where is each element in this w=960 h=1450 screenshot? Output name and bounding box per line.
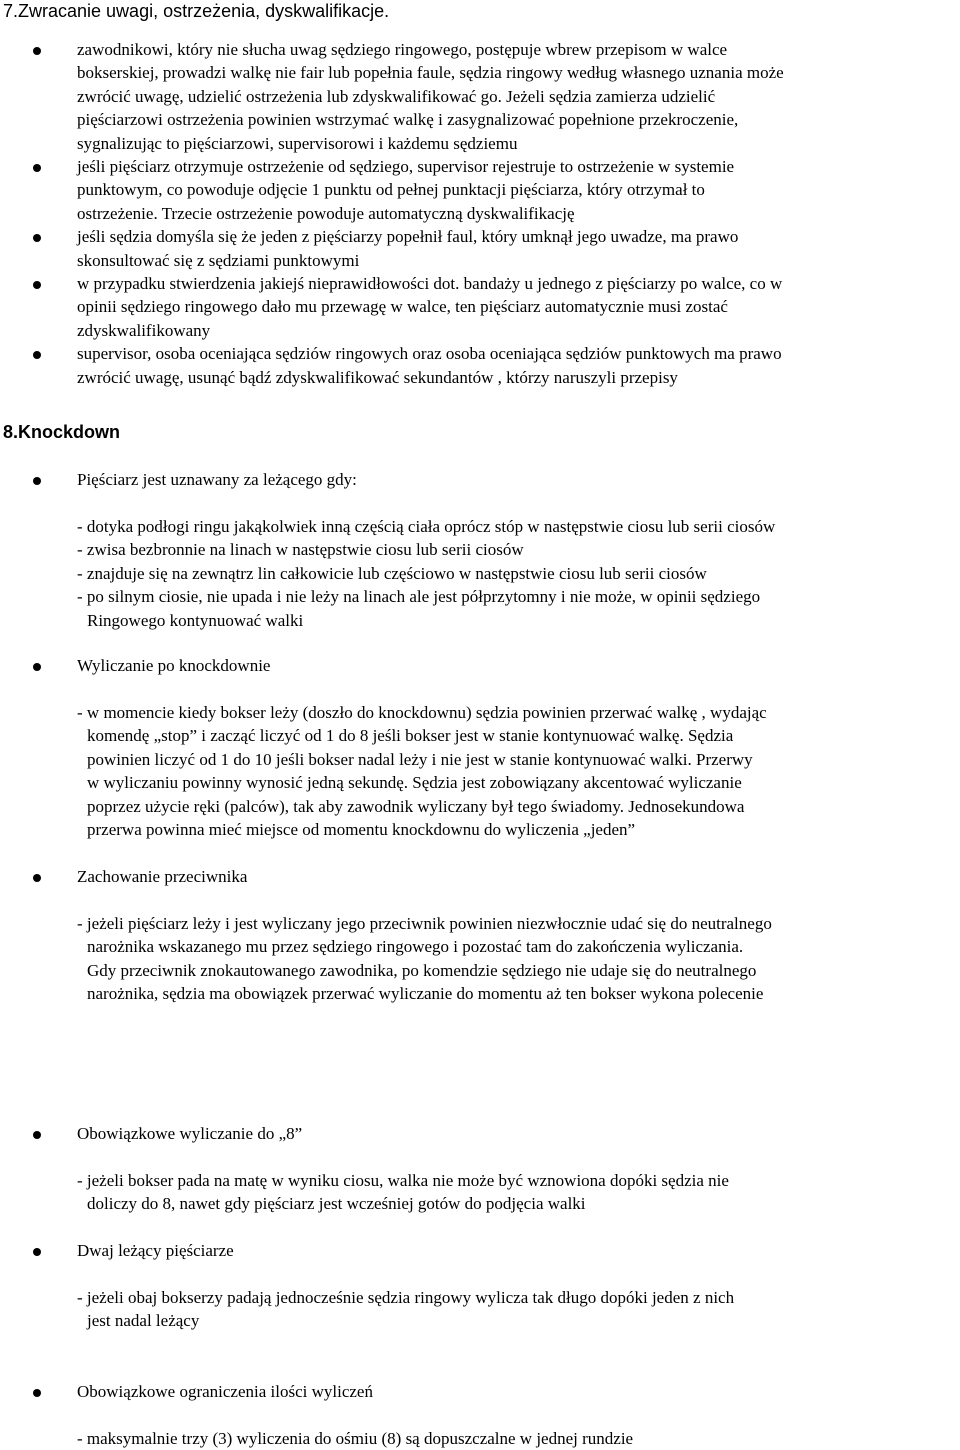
item-title: Wyliczanie po knockdownie	[77, 656, 271, 675]
text-line: Ringowego kontynuować walki	[87, 610, 304, 630]
item-title: Dwaj leżący pięściarze	[77, 1241, 234, 1260]
text-line: poprzez użycie ręki (palców), tak aby zawodnik wyliczany był tego świadomy. Jednosekundowa	[87, 796, 745, 816]
text-line: - jeżeli bokser pada na matę w wyniku ciosu, walka nie może być wznowiona dopóki sędzia nie	[77, 1171, 729, 1190]
list-item	[0, 1122, 960, 1145]
list-item	[0, 654, 960, 677]
text-line: jest nadal leżący	[87, 1311, 200, 1331]
text-line: zdyskwalifikowany	[77, 320, 211, 340]
text-line: komendę „stop” i zacząć liczyć od 1 do 8 jeśli bokser jest w stanie kontynuować walkę. Sędzia	[87, 726, 734, 746]
bullet-icon	[33, 1389, 41, 1397]
text-line: zwrócić uwagę, usunąć bądź zdyskwalifikować sekundantów , którzy naruszyli przepisy	[77, 367, 678, 387]
text-line: supervisor, osoba oceniająca sędziów ringowych oraz osoba oceniająca sędziów punktowych ma prawo	[77, 344, 782, 364]
text-line: jeśli sędzia domyśla się że jeden z pięściarzy popełnił faul, który umknął jego uwadze, ma prawo	[77, 227, 739, 247]
text-line: doliczy do 8, nawet gdy pięściarz jest wcześniej gotów do podjęcia walki	[87, 1194, 586, 1214]
list-item	[0, 342, 960, 389]
item-title: Obowiązkowe ograniczenia ilości wyliczeń	[77, 1382, 373, 1401]
text-line: opinii sędziego ringowego dało mu przewagę w walce, ten pięściarz automatycznie musi zostać	[77, 297, 728, 317]
text-line: - po silnym ciosie, nie upada i nie leży na linach ale jest półprzytomny i nie może, w opinii sędziego	[77, 587, 761, 607]
text-line: narożnika, sędzia ma obowiązek przerwać wyliczanie do momentu aż ten bokser wykona polecenie	[87, 984, 764, 1004]
text-line: - jeżeli pięściarz leży i jest wyliczany jego przeciwnik powinien niezwłocznie udać się do neutralnego	[77, 914, 772, 933]
item-body	[77, 1286, 957, 1333]
bullet-icon	[33, 663, 41, 671]
item-body	[77, 1427, 957, 1450]
text-line: jeśli pięściarz otrzymuje ostrzeżenie od sędziego, supervisor rejestruje to ostrzeżenie w systemie	[77, 157, 735, 177]
text-line: w przypadku stwierdzenia jakiejś nieprawidłowości dot. bandaży u jednego z pięściarzy po walce, co w	[77, 274, 783, 294]
item-body	[77, 515, 957, 632]
item-body	[77, 701, 957, 841]
text-line: Gdy przeciwnik znokautowanego zawodnika, po komendzie sędziego nie udaje się do neutralnego	[87, 960, 757, 980]
text-line: przerwa powinna mieć miejsce od momentu knockdownu do wyliczenia „jeden”	[87, 820, 636, 840]
text-line: narożnika wskazanego mu przez sędziego ringowego i pozostać tam do zakończenia wyliczania.	[87, 937, 744, 957]
text-line: skonsultować się z sędziami punktowymi	[77, 250, 360, 270]
text-line: pięściarzowi ostrzeżenia powinien wstrzymać walkę i zasygnalizować popełnione przekroczenie,	[77, 110, 739, 130]
bullet-icon	[33, 477, 41, 485]
text-line: - znajduje się na zewnątrz lin całkowicie lub częściowo w następstwie ciosu lub serii ciosów	[77, 563, 707, 583]
bullet-icon	[33, 874, 41, 882]
text-line: - maksymalnie trzy (3) wyliczenia do ośmiu (8) są dopuszczalne w jednej rundzie	[77, 1429, 634, 1448]
text-line: - w momencie kiedy bokser leży (doszło do knockdownu) sędzia powinien przerwać walkę , wydając	[77, 703, 767, 722]
bullet-icon	[33, 1248, 41, 1256]
item-body	[77, 1169, 957, 1216]
text-line: zawodnikowi, który nie słucha uwag sędziego ringowego, postępuje wbrew przepisom w walce	[77, 40, 728, 59]
bullet-icon	[33, 47, 41, 55]
section-7-heading: 7.Zwracanie uwagi, ostrzeżenia, dyskwalifikacje.	[3, 1, 390, 21]
item-title: Zachowanie przeciwnika	[77, 867, 248, 886]
bullet-icon	[33, 164, 41, 172]
list-item	[0, 865, 960, 888]
list-item	[0, 272, 960, 342]
text-line: powinien liczyć od 1 do 10 jeśli bokser nadal leży i nie jest w stanie kontynuować walki. Przerwy	[87, 749, 753, 769]
text-line: - dotyka podłogi ringu jakąkolwiek inną częścią ciała oprócz stóp w następstwie ciosu lub serii ciosów	[77, 517, 776, 536]
bullet-icon	[33, 351, 41, 359]
section-8-heading: 8.Knockdown	[3, 422, 121, 442]
bullet-icon	[33, 1131, 41, 1139]
item-title: Obowiązkowe wyliczanie do „8”	[77, 1124, 303, 1143]
list-item	[0, 1380, 960, 1403]
list-item	[0, 38, 960, 155]
section-7-list	[0, 38, 960, 389]
item-body	[77, 912, 957, 1006]
list-item	[0, 1239, 960, 1262]
text-line: bokserskiej, prowadzi walkę nie fair lub popełnia faule, sędzia ringowy według własnego uznania może	[77, 63, 784, 83]
bullet-icon	[33, 281, 41, 289]
text-line: sygnalizując to pięściarzowi, supervisorowi i każdemu sędziemu	[77, 133, 518, 153]
text-line: - zwisa bezbronnie na linach w następstwie ciosu lub serii ciosów	[77, 540, 524, 560]
text-line: w wyliczaniu powinny wynosić jedną sekundę. Sędzia jest zobowiązany akcentować wyliczanie	[87, 773, 742, 793]
text-line: zwrócić uwagę, udzielić ostrzeżenia lub zdyskwalifikować go. Jeżeli sędzia zamierza udzielić	[77, 86, 716, 106]
list-item	[0, 155, 960, 225]
text-line: punktowym, co powoduje odjęcie 1 punktu od pełnej punktacji pięściarza, który otrzymał to	[77, 180, 705, 200]
text-line: - jeżeli obaj bokserzy padają jednocześnie sędzia ringowy wylicza tak długo dopóki jeden z nich	[77, 1288, 735, 1307]
bullet-icon	[33, 234, 41, 242]
item-title: Pięściarz jest uznawany za leżącego gdy:	[77, 470, 357, 489]
text-line: ostrzeżenie. Trzecie ostrzeżenie powoduje automatyczną dyskwalifikację	[77, 203, 575, 223]
list-item	[0, 225, 960, 272]
list-item	[0, 468, 960, 491]
